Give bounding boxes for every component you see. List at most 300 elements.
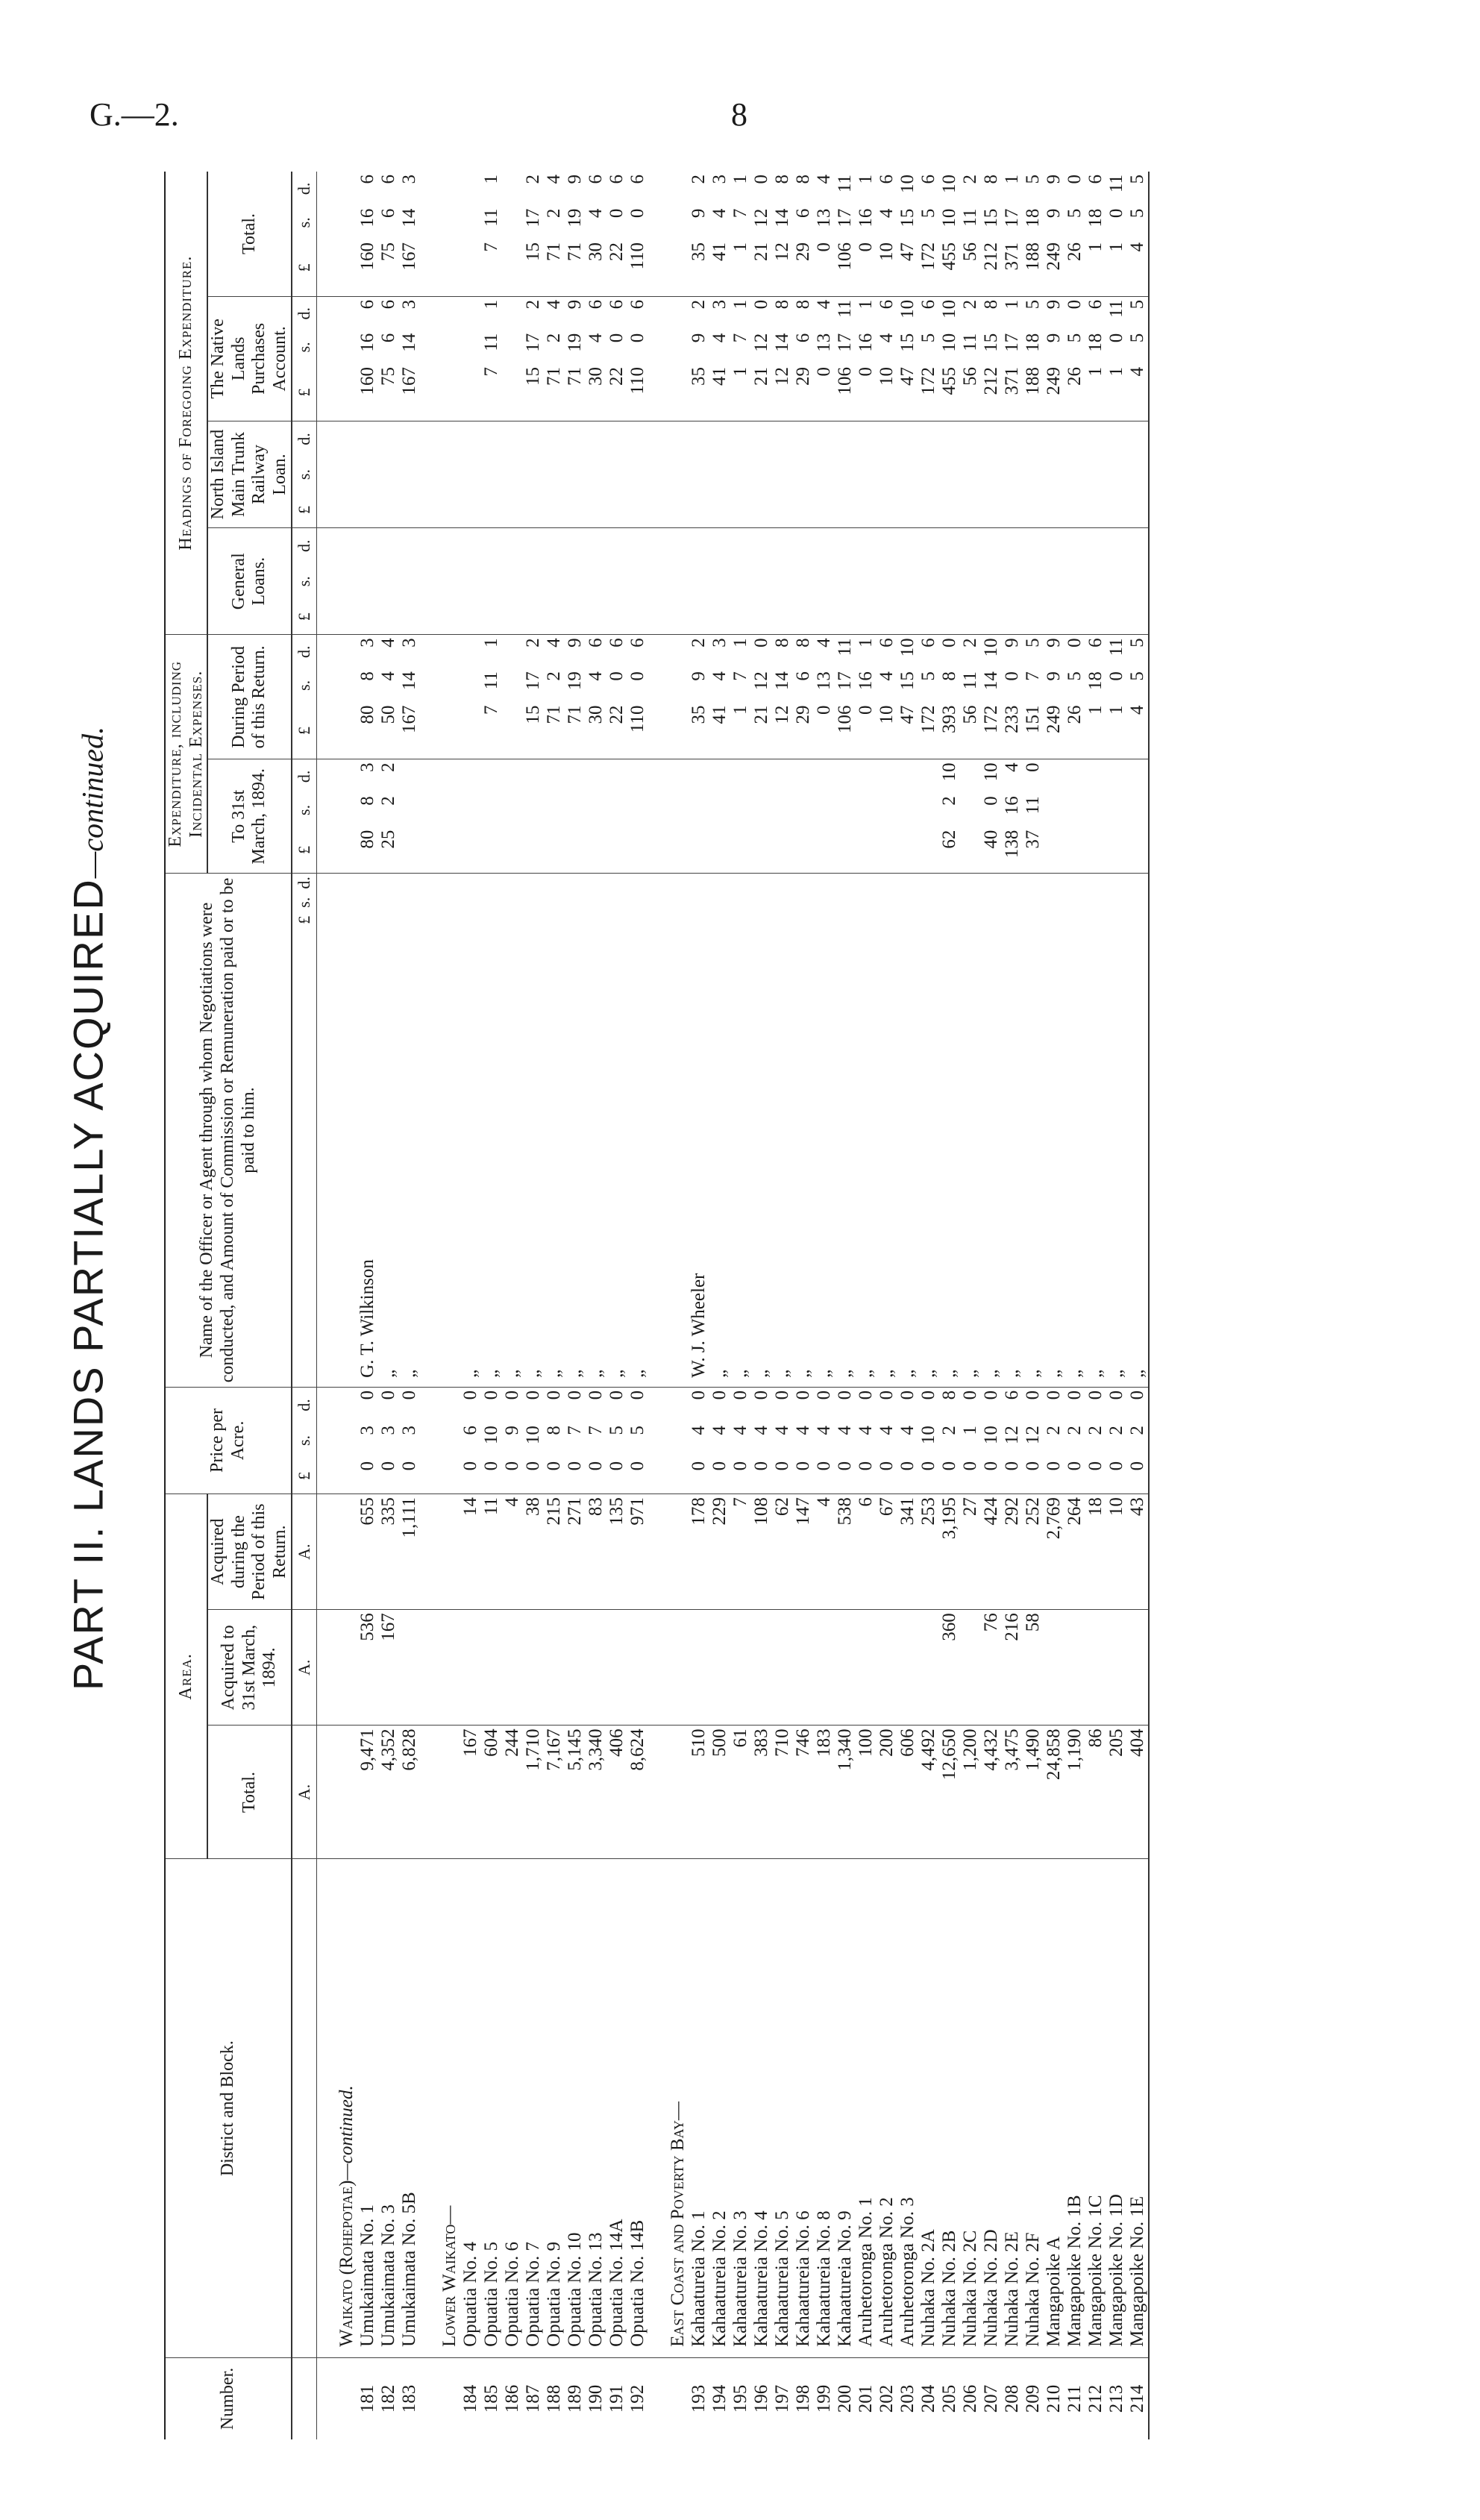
exp-to-pence: [709, 759, 730, 793]
price-pence: 0: [751, 1390, 772, 1400]
ni-trunk-pence: [918, 421, 939, 457]
empty-cell: [317, 563, 358, 599]
table-row: [357, 172, 378, 2439]
exp-to-shillings: [689, 793, 709, 827]
table-body: [292, 172, 1150, 2439]
ni-trunk-pence: [1023, 421, 1044, 457]
table-row: [856, 172, 877, 2439]
total-shillings: 0: [1106, 208, 1127, 219]
price-shillings: 10: [481, 1426, 502, 1445]
general-loans-pence: [1044, 528, 1064, 564]
native-lands-pounds: 71: [544, 364, 565, 421]
total-shillings: [460, 206, 481, 239]
ni-trunk-pounds: [835, 492, 856, 528]
exp-to-shillings: [399, 793, 420, 827]
empty-cell: [648, 1458, 689, 1494]
price-pounds: 0: [1127, 1458, 1149, 1494]
total-pence: 6: [1085, 175, 1106, 184]
ni-trunk-pounds: [939, 492, 960, 528]
price-shillings: 2: [1106, 1426, 1127, 1435]
exp-to-pounds: [689, 827, 709, 874]
ni-trunk-shillings: [897, 457, 918, 492]
native-lands-pounds: 10: [877, 364, 897, 421]
exp-during-pounds: 1: [1106, 703, 1127, 759]
price-pence: 0: [918, 1390, 939, 1400]
general-loans-pence: [378, 528, 399, 564]
total-pence: 6: [877, 175, 897, 184]
agent-name: „: [481, 874, 502, 1388]
exp-to-pounds: [772, 827, 793, 874]
native-lands-pence: 6: [877, 299, 897, 310]
table-stage: [164, 172, 1470, 2439]
general-loans-pence: [1064, 528, 1085, 564]
total-shillings: 5: [1127, 206, 1149, 239]
price-shillings: 4: [835, 1426, 856, 1435]
price-pence: 0: [1127, 1387, 1149, 1423]
area-acquired-during: 4: [814, 1494, 835, 1610]
total-pence: 8: [793, 175, 814, 184]
general-loans-pence: [399, 528, 420, 564]
total-shillings: 4: [586, 208, 606, 219]
exp-to-pounds: [730, 827, 751, 874]
total-shillings: 0: [606, 208, 627, 219]
exp-to-pounds: [856, 827, 877, 874]
exp-during-pence: 3: [709, 638, 730, 648]
price-pence: 0: [481, 1390, 502, 1400]
unit-pence: d.: [292, 296, 317, 330]
area-total: 404: [1127, 1726, 1149, 1859]
ni-trunk-pence: [856, 421, 877, 457]
area-acquired-to: [544, 1610, 565, 1726]
block-name: Aruhetoronga No. 1: [856, 1859, 877, 2357]
agent-name: „: [856, 874, 877, 1388]
ni-trunk-pounds: [709, 492, 730, 528]
agent-name: „: [502, 874, 523, 1388]
general-loans-pence: [606, 528, 627, 564]
section-heading: [420, 1859, 460, 2357]
area-acquired-to: [689, 1610, 709, 1726]
price-pence: 0: [814, 1390, 835, 1400]
price-pence: 0: [1106, 1390, 1127, 1400]
col-area-acquired-to: Acquired to 31st March, 1894.: [207, 1610, 291, 1726]
ni-trunk-pence: [1106, 421, 1127, 457]
total-pence: 3: [709, 175, 730, 184]
exp-during-pounds: [460, 703, 481, 759]
ni-trunk-pounds: [730, 492, 751, 528]
agent-name: „: [814, 874, 835, 1388]
exp-during-shillings: 15: [897, 671, 918, 691]
area-total: 100: [856, 1726, 877, 1859]
title-main: PART II. LANDS PARTIALLY ACQUIRED: [64, 878, 112, 1691]
agent-name: „: [939, 874, 960, 1388]
empty-cell: [317, 874, 358, 1388]
area-acquired-during: 43: [1127, 1494, 1149, 1610]
price-pounds: 0: [460, 1458, 481, 1494]
price-pounds: 0: [1002, 1458, 1023, 1494]
general-loans-pounds: [730, 599, 751, 635]
price-shillings: 2: [1085, 1426, 1106, 1435]
ni-trunk-pounds: [772, 492, 793, 528]
area-acquired-to: [502, 1610, 523, 1726]
area-acquired-to: [1085, 1610, 1106, 1726]
block-name: Aruhetoronga No. 3: [897, 1859, 918, 2357]
exp-to-pence: [793, 759, 814, 793]
ni-trunk-pence: [772, 421, 793, 457]
ni-trunk-shillings: [1023, 457, 1044, 492]
price-shillings: 9: [502, 1426, 523, 1435]
empty-cell: [317, 703, 358, 759]
section-heading: [648, 1859, 689, 2357]
area-acquired-during: 271: [565, 1494, 586, 1610]
exp-during-pounds: 12: [772, 703, 793, 759]
total-pounds: 75: [378, 239, 399, 296]
native-lands-pence: 0: [751, 299, 772, 310]
general-loans-pounds: [835, 599, 856, 635]
col-expenditure: Expenditure, including Incidental Expenses.: [165, 635, 207, 874]
general-loans-pounds: [918, 599, 939, 635]
ni-trunk-shillings: [460, 457, 481, 492]
general-loans-pounds: [627, 599, 648, 635]
unit-shilling: s.: [292, 1423, 317, 1458]
exp-to-shillings: [709, 793, 730, 827]
general-loans-shillings: [1085, 563, 1106, 599]
block-name: Kahaatureia No. 4: [751, 1859, 772, 2357]
general-loans-pence: [772, 528, 793, 564]
row-number: 183: [399, 2384, 420, 2413]
exp-during-pounds: 26: [1064, 703, 1085, 759]
price-pence: 0: [730, 1390, 751, 1400]
total-pounds: 188: [1023, 239, 1044, 296]
native-lands-pounds: 172: [918, 364, 939, 421]
unit-pence: d.: [292, 421, 317, 457]
area-acquired-during: 135: [606, 1494, 627, 1610]
area-total: 1,200: [960, 1726, 981, 1859]
native-lands-pounds: 75: [378, 364, 399, 421]
ni-trunk-shillings: [399, 457, 420, 492]
exp-to-pence: [565, 759, 586, 793]
area-acquired-to: [856, 1610, 877, 1726]
block-name: Mangapoike No. 1B: [1064, 1859, 1085, 2357]
general-loans-shillings: [856, 563, 877, 599]
price-shillings: 4: [730, 1426, 751, 1435]
exp-during-pounds: 106: [835, 703, 856, 759]
agent-name: „: [544, 874, 565, 1388]
total-pounds: 1: [730, 239, 751, 296]
exp-to-pounds: [793, 827, 814, 874]
exp-to-shillings: [877, 793, 897, 827]
block-name: Aruhetoronga No. 2: [877, 1859, 897, 2357]
table-row: [981, 172, 1002, 2439]
exp-during-pounds: 35: [689, 703, 709, 759]
price-pence: 0: [460, 1390, 481, 1400]
total-pounds: 4: [1127, 239, 1149, 296]
total-shillings: [502, 206, 523, 239]
empty-cell: [648, 492, 689, 528]
price-pounds: 0: [378, 1458, 399, 1494]
general-loans-pence: [877, 528, 897, 564]
native-lands-shillings: 19: [565, 333, 586, 352]
exp-during-pence: 9: [565, 638, 586, 648]
exp-to-pounds: [835, 827, 856, 874]
empty-cell: [420, 1610, 460, 1726]
ni-trunk-pence: [1002, 421, 1023, 457]
ni-trunk-pence: [835, 421, 856, 457]
empty-cell: [317, 1423, 358, 1458]
row-number: 197: [772, 2384, 793, 2413]
unit-shilling: s.: [292, 457, 317, 492]
table-rotated-wrapper: [164, 172, 1470, 2439]
native-lands-pounds: 22: [606, 364, 627, 421]
unit-shilling: s.: [292, 793, 317, 827]
area-acquired-during: 108: [751, 1494, 772, 1610]
price-pence: 0: [835, 1390, 856, 1400]
exp-to-pence: [586, 759, 606, 793]
price-pence: 0: [1023, 1390, 1044, 1400]
ni-trunk-shillings: [586, 457, 606, 492]
native-lands-pounds: [460, 364, 481, 421]
exp-to-shillings: [523, 793, 544, 827]
general-loans-pounds: [378, 599, 399, 635]
col-number: Number.: [165, 2357, 292, 2439]
general-loans-pounds: [586, 599, 606, 635]
area-acquired-during: 215: [544, 1494, 565, 1610]
general-loans-pounds: [981, 599, 1002, 635]
row-number: 211: [1064, 2385, 1085, 2413]
native-lands-shillings: 6: [793, 333, 814, 343]
ni-trunk-pounds: [1106, 492, 1127, 528]
price-pence: 0: [709, 1390, 730, 1400]
general-loans-pounds: [502, 599, 523, 635]
exp-during-pence: 11: [835, 638, 856, 656]
price-pounds: 0: [835, 1458, 856, 1494]
total-pence: 3: [399, 175, 420, 184]
ni-trunk-pounds: [460, 492, 481, 528]
block-name: Kahaatureia No. 9: [835, 1859, 856, 2357]
price-pence: 0: [772, 1390, 793, 1400]
price-pounds: 0: [1044, 1458, 1064, 1494]
exp-during-pounds: 50: [378, 703, 399, 759]
area-acquired-to: 58: [1023, 1610, 1044, 1726]
exp-to-shillings: [835, 793, 856, 827]
exp-to-shillings: 16: [1002, 796, 1023, 815]
exp-during-pence: 8: [772, 638, 793, 648]
exp-during-pence: 6: [918, 638, 939, 648]
total-pounds: 26: [1064, 239, 1085, 296]
exp-to-pence: [835, 759, 856, 793]
exp-to-pence: [730, 759, 751, 793]
empty-cell: [648, 703, 689, 759]
general-loans-pounds: [1127, 599, 1149, 635]
exp-during-shillings: 9: [1044, 671, 1064, 681]
exp-to-pence: [1085, 759, 1106, 793]
exp-to-pence: [772, 759, 793, 793]
exp-to-pounds: 40: [981, 827, 1002, 874]
price-shillings: 4: [897, 1426, 918, 1435]
table-row: [378, 172, 399, 2439]
general-loans-pounds: [751, 599, 772, 635]
native-lands-shillings: 4: [586, 333, 606, 343]
exp-during-pounds: 172: [918, 703, 939, 759]
exp-to-pence: [960, 759, 981, 793]
ni-trunk-shillings: [772, 457, 793, 492]
empty-cell: [420, 563, 460, 599]
exp-to-pounds: [399, 827, 420, 874]
native-lands-pence: 2: [960, 299, 981, 310]
ni-trunk-pounds: [689, 492, 709, 528]
row-number: 184: [460, 2384, 481, 2413]
price-shillings: 4: [793, 1426, 814, 1435]
area-total: 4,492: [918, 1726, 939, 1859]
row-number: 181: [357, 2384, 378, 2413]
block-name: Kahaatureia No. 3: [730, 1859, 751, 2357]
agent-name: „: [606, 874, 627, 1388]
native-lands-pounds: 7: [481, 364, 502, 421]
table-row: [772, 172, 793, 2439]
block-name: Mangapoike No. 1D: [1106, 1859, 1127, 2357]
general-loans-pounds: [1085, 599, 1106, 635]
area-acquired-during: 229: [709, 1494, 730, 1610]
exp-to-shillings: [606, 793, 627, 827]
ni-trunk-pounds: [1002, 492, 1023, 528]
area-total: 4,352: [378, 1726, 399, 1859]
ni-trunk-shillings: [793, 457, 814, 492]
general-loans-pounds: [1106, 599, 1127, 635]
row-number: 201: [856, 2384, 877, 2413]
agent-name: „: [772, 874, 793, 1388]
block-name: Kahaatureia No. 6: [793, 1859, 814, 2357]
row-number: 199: [814, 2384, 835, 2413]
agent-name: „: [918, 874, 939, 1388]
native-lands-shillings: 5: [1127, 330, 1149, 364]
area-total: 1,190: [1064, 1726, 1085, 1859]
price-pounds: 0: [793, 1458, 814, 1494]
exp-to-pence: [627, 759, 648, 793]
ni-trunk-pence: [586, 421, 606, 457]
general-loans-shillings: [814, 563, 835, 599]
total-pence: 4: [544, 175, 565, 184]
native-lands-pence: 5: [1023, 299, 1044, 310]
area-total: 3,340: [586, 1726, 606, 1859]
general-loans-shillings: [399, 563, 420, 599]
price-pounds: 0: [523, 1458, 544, 1494]
total-pounds: 160: [357, 239, 378, 296]
block-name: Opuatia No. 10: [565, 1859, 586, 2357]
price-pence: 0: [544, 1390, 565, 1400]
price-pence: 0: [1044, 1390, 1064, 1400]
price-pounds: 0: [586, 1458, 606, 1494]
native-lands-pence: 4: [544, 299, 565, 310]
empty-cell: [420, 599, 460, 635]
exp-during-shillings: 0: [606, 671, 627, 681]
area-acquired-to: 216: [1002, 1610, 1023, 1726]
row-number: 208: [1002, 2384, 1023, 2413]
exp-to-shillings: [751, 793, 772, 827]
table-row: [1127, 172, 1149, 2439]
native-lands-shillings: 17: [1002, 333, 1023, 352]
row-number: 204: [918, 2384, 939, 2413]
exp-during-pounds: 71: [565, 703, 586, 759]
exp-to-shillings: [502, 793, 523, 827]
area-acquired-during: 341: [897, 1494, 918, 1610]
total-pence: 1: [730, 175, 751, 184]
exp-during-shillings: 7: [730, 671, 751, 681]
general-loans-pence: [502, 528, 523, 564]
price-shillings: 8: [544, 1426, 565, 1435]
exp-during-pounds: 56: [960, 703, 981, 759]
exp-to-pounds: [877, 827, 897, 874]
block-name: Opuatia No. 14B: [627, 1859, 648, 2357]
exp-to-pounds: [1085, 827, 1106, 874]
total-pounds: 212: [981, 239, 1002, 296]
general-loans-pence: [835, 528, 856, 564]
exp-to-pence: [877, 759, 897, 793]
total-pounds: 249: [1044, 239, 1064, 296]
row-number: 187: [523, 2384, 544, 2413]
native-lands-pounds: 371: [1002, 364, 1023, 421]
empty-cell: [317, 296, 358, 330]
exp-during-pounds: 21: [751, 703, 772, 759]
total-pence: 2: [689, 175, 709, 184]
agent-name: „: [399, 874, 420, 1388]
exp-during-shillings: 5: [918, 671, 939, 681]
exp-to-shillings: [1064, 793, 1085, 827]
area-total: 1,490: [1023, 1726, 1044, 1859]
price-shillings: 10: [918, 1426, 939, 1445]
total-shillings: 0: [627, 208, 648, 219]
price-shillings: 4: [709, 1426, 730, 1435]
total-shillings: 2: [544, 208, 565, 219]
col-price: Price per Acre.: [165, 1387, 292, 1493]
exp-to-pence: [502, 759, 523, 793]
native-lands-shillings: 15: [981, 333, 1002, 352]
exp-to-pounds: [481, 827, 502, 874]
area-total: 12,650: [939, 1726, 960, 1859]
area-total: 86: [1085, 1726, 1106, 1859]
block-name: Mangapoike No. 1C: [1085, 1859, 1106, 2357]
native-lands-pence: 8: [772, 299, 793, 310]
ni-trunk-pounds: [357, 492, 378, 528]
unit-pence: d.: [294, 877, 313, 889]
price-pounds: 0: [730, 1458, 751, 1494]
block-name: Umukaimata No. 3: [378, 1859, 399, 2357]
ni-trunk-pence: [523, 421, 544, 457]
exp-to-pence: [814, 759, 835, 793]
area-acquired-to: [1106, 1610, 1127, 1726]
total-pounds: 12: [772, 239, 793, 296]
block-name: Opuatia No. 13: [586, 1859, 606, 2357]
general-loans-pounds: [460, 599, 481, 635]
empty-cell: [420, 703, 460, 759]
block-name: Nuhaka No. 2A: [918, 1859, 939, 2357]
ni-trunk-pounds: [981, 492, 1002, 528]
empty-cell: [648, 330, 689, 364]
empty-cell: [648, 1423, 689, 1458]
table-row: [1085, 172, 1106, 2439]
table-row: [939, 172, 960, 2439]
empty-cell: [648, 1610, 689, 1726]
exp-during-shillings: 0: [1106, 671, 1127, 681]
general-loans-shillings: [897, 563, 918, 599]
block-name: Nuhaka No. 2F: [1023, 1859, 1044, 2357]
ni-trunk-pence: [460, 421, 481, 457]
empty-cell: [317, 1610, 358, 1726]
total-shillings: 16: [357, 208, 378, 228]
empty-cell: [317, 330, 358, 364]
area-acquired-during: 252: [1023, 1494, 1044, 1610]
table-row: [709, 172, 730, 2439]
native-lands-pounds: 188: [1023, 364, 1044, 421]
empty-cell: [648, 296, 689, 330]
